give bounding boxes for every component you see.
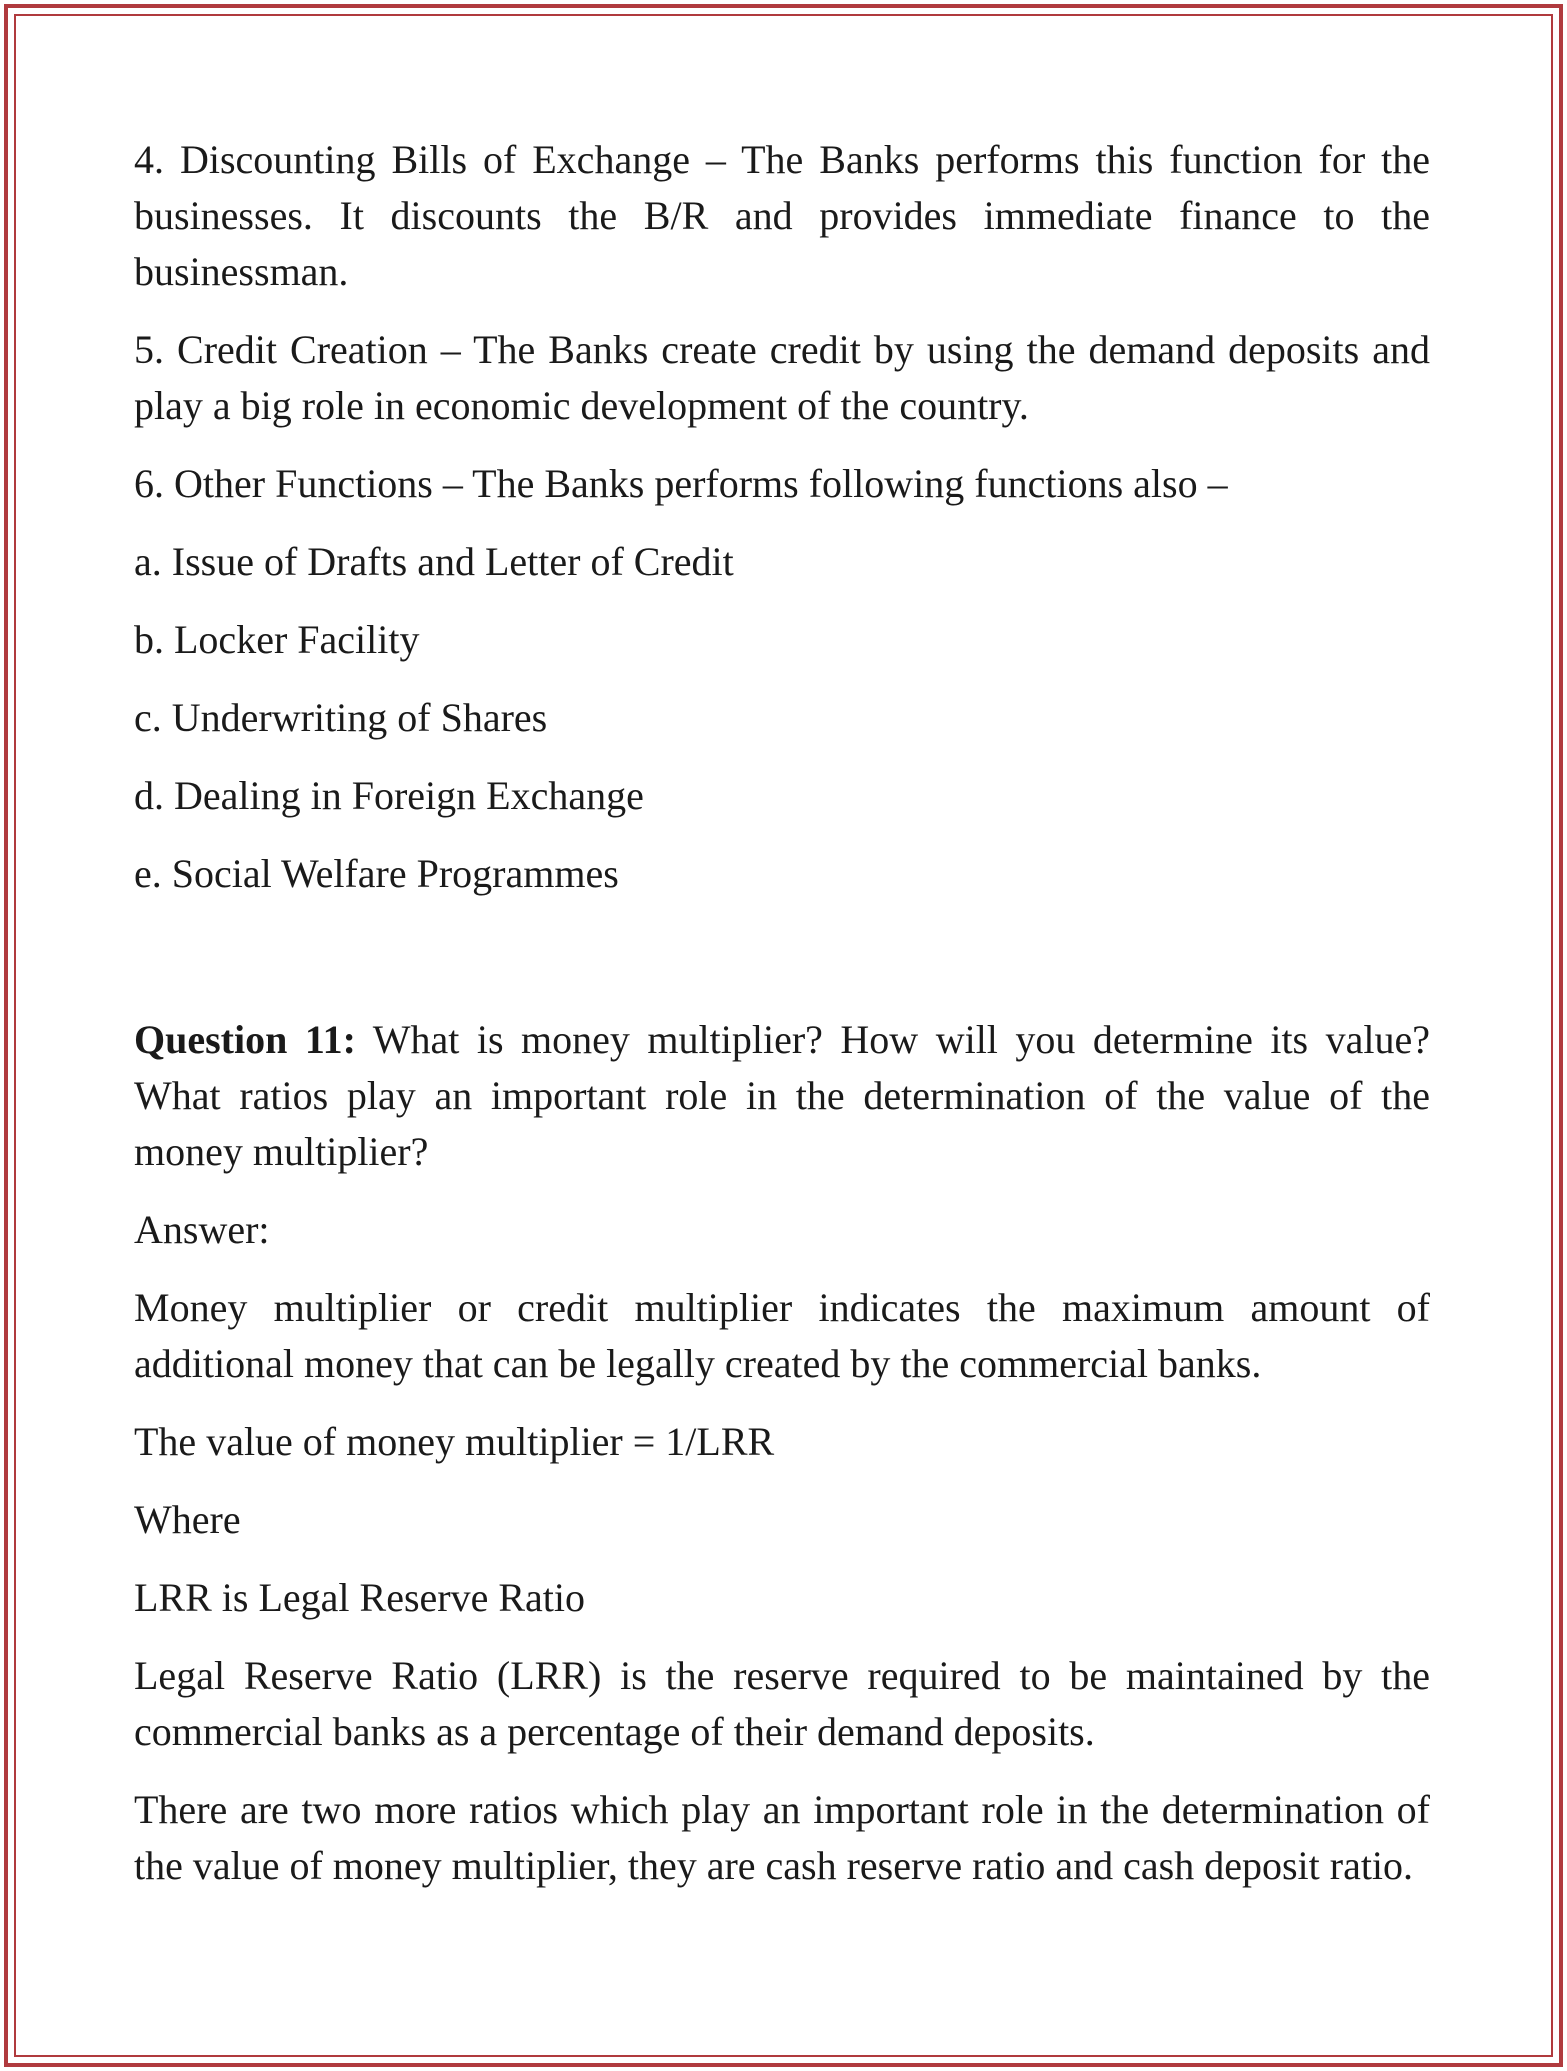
answer-paragraph: Money multiplier or credit multiplier indicates the maximum amount of additional money that can be legally created by the commercial banks.: [134, 1285, 1430, 1386]
answer-paragraph: Where: [134, 1497, 241, 1542]
sub-item: b. Locker Facility: [134, 617, 420, 662]
answer-formula: The value of money multiplier = 1/LRR: [134, 1419, 775, 1464]
item-discounting: 4. Discounting Bills of Exchange – The Banks performs this function for the businesses. It discounts the B/R and provides immediate finance to the businessman.: [134, 137, 1430, 294]
answer-paragraph: Legal Reserve Ratio (LRR) is the reserve required to be maintained by the commercial banks as a percentage of their demand deposits.: [134, 1653, 1430, 1754]
question-label: Question 11:: [134, 1017, 356, 1062]
sub-item: d. Dealing in Foreign Exchange: [134, 773, 644, 818]
item-other-functions: 6. Other Functions – The Banks performs following functions also –: [134, 461, 1228, 506]
sub-item: a. Issue of Drafts and Letter of Credit: [134, 539, 734, 584]
item-credit-creation: 5. Credit Creation – The Banks create credit by using the demand deposits and play a big role in economic development of the country.: [134, 327, 1430, 428]
sub-item: c. Underwriting of Shares: [134, 695, 548, 740]
sub-item: e. Social Welfare Programmes: [134, 851, 619, 896]
answer-label: Answer:: [134, 1207, 270, 1252]
answer-paragraph: LRR is Legal Reserve Ratio: [134, 1575, 586, 1620]
question: [134, 1012, 1430, 1180]
page-content: [134, 132, 1430, 1916]
answer-paragraph: There are two more ratios which play an important role in the determination of the value of money multiplier, they are cash reserve ratio and cash deposit ratio.: [134, 1787, 1430, 1888]
question-text: What is money multiplier? How will you determine its value? What ratios play an important role in the determination of the value of the money multiplier?: [134, 1017, 1430, 1174]
